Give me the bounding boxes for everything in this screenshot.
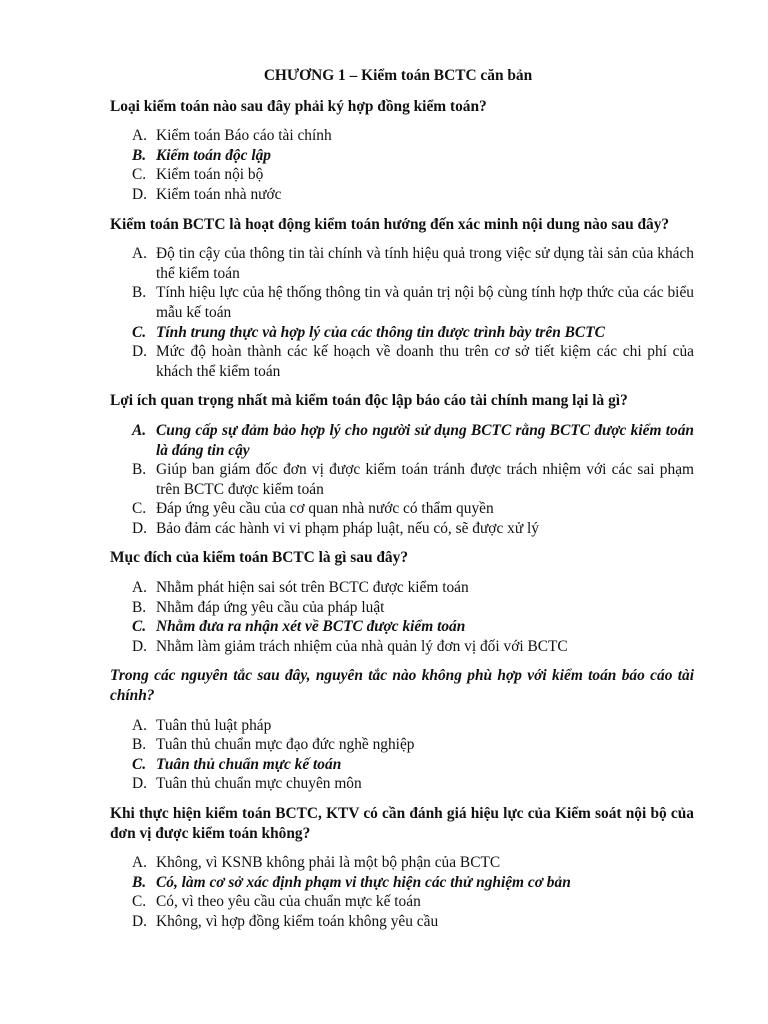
option-text: Mức độ hoàn thành các kế hoạch về doanh thu trên cơ sở tiết kiệm các chi phí của khách thể kiểm toán (156, 343, 694, 380)
option-letter: D. (132, 775, 147, 793)
answer-option (110, 244, 694, 283)
option-text: Kiểm toán nhà nước (156, 185, 282, 203)
option-text: Đáp ứng yêu cầu của cơ quan nhà nước có thẩm quyền (156, 500, 494, 518)
option-letter: C. (132, 323, 147, 341)
option-letter: A. (132, 245, 147, 263)
answer-option (110, 892, 694, 912)
answer-option (110, 735, 694, 755)
option-letter: B. (132, 873, 147, 891)
option-text: Nhằm làm giảm trách nhiệm của nhà quản lý đơn vị đối với BCTC (156, 637, 568, 655)
question-list (110, 97, 694, 932)
option-letter: D. (132, 637, 147, 655)
answer-option-correct (110, 755, 694, 775)
answer-option (110, 460, 694, 499)
option-letter: A. (132, 421, 147, 439)
answer-option (110, 637, 694, 657)
option-letter: B. (132, 598, 147, 616)
answer-option (110, 519, 694, 539)
answer-option (110, 774, 694, 794)
option-letter: C. (132, 755, 147, 773)
option-letter: B. (132, 461, 147, 479)
answer-options (110, 578, 694, 656)
answer-option (110, 499, 694, 519)
option-text: Giúp ban giám đốc đơn vị được kiểm toán tránh được trách nhiệm với các sai phạm trên BCTC được kiểm toán (156, 461, 694, 498)
option-text: Có, vì theo yêu cầu của chuẩn mực kế toán (156, 893, 421, 911)
answer-option (110, 283, 694, 322)
answer-option-correct (110, 421, 694, 460)
option-letter: A. (132, 127, 147, 145)
option-letter: D. (132, 912, 147, 930)
option-text: Độ tin cậy của thông tin tài chính và tính hiệu quả trong việc sử dụng tài sản của khách thể kiểm toán (156, 245, 694, 282)
option-text: Không, vì hợp đồng kiểm toán không yêu cầu (156, 912, 439, 930)
option-text: Cung cấp sự đảm bảo hợp lý cho người sử dụng BCTC rằng BCTC được kiểm toán là đáng tin cậy (156, 421, 694, 459)
option-text: Tính trung thực và hợp lý của các thông tin được trình bày trên BCTC (156, 323, 605, 341)
option-text: Không, vì KSNB không phải là một bộ phận của BCTC (156, 854, 501, 872)
answer-option (110, 185, 694, 205)
option-text: Nhằm đưa ra nhận xét về BCTC được kiểm toán (156, 618, 466, 636)
option-text: Nhằm phát hiện sai sót trên BCTC được kiểm toán (156, 579, 469, 597)
question-text: Mục đích của kiểm toán BCTC là gì sau đây? (110, 549, 409, 567)
question-text: Trong các nguyên tắc sau đây, nguyên tắc nào không phù hợp với kiểm toán báo cáo tài chính? (110, 667, 694, 705)
option-letter: B. (132, 146, 147, 164)
chapter-title: CHƯƠNG 1 – Kiểm toán BCTC căn bản (263, 67, 533, 84)
option-letter: C. (132, 500, 147, 518)
option-text: Tuân thủ luật pháp (156, 716, 272, 734)
answer-option (110, 853, 694, 873)
option-letter: D. (132, 343, 147, 361)
option-text: Kiểm toán độc lập (156, 146, 272, 164)
option-letter: C. (132, 166, 147, 184)
answer-options (110, 421, 694, 539)
answer-option (110, 598, 694, 618)
question-text: Lợi ích quan trọng nhất mà kiểm toán độc lập báo cáo tài chính mang lại là gì? (110, 392, 628, 410)
option-text: Tuân thủ chuẩn mực kế toán (156, 755, 342, 773)
answer-option (110, 912, 694, 932)
option-letter: B. (132, 284, 147, 302)
answer-option-correct (110, 617, 694, 637)
question-text: Khi thực hiện kiểm toán BCTC, KTV có cần đánh giá hiệu lực của Kiểm soát nội bộ của đơn vị được kiểm toán không? (110, 805, 694, 842)
answer-option-correct (110, 323, 694, 343)
answer-option (110, 342, 694, 381)
option-letter: C. (132, 618, 147, 636)
question-text: Loại kiểm toán nào sau đây phải ký hợp đồng kiểm toán? (110, 97, 487, 115)
answer-option (110, 126, 694, 146)
option-letter: A. (132, 579, 147, 597)
option-text: Có, làm cơ sở xác định phạm vi thực hiện các thử nghiệm cơ bản (156, 873, 571, 891)
option-letter: A. (132, 716, 147, 734)
answer-options (110, 716, 694, 794)
option-text: Bảo đảm các hành vi vi phạm pháp luật, nếu có, sẽ được xử lý (156, 519, 539, 537)
answer-options (110, 244, 694, 381)
option-text: Tuân thủ chuẩn mực đạo đức nghề nghiệp (156, 736, 415, 754)
option-letter: D. (132, 519, 147, 537)
answer-options (110, 853, 694, 931)
answer-option-correct (110, 146, 694, 166)
option-letter: B. (132, 736, 147, 754)
question-text: Kiểm toán BCTC là hoạt động kiểm toán hướng đến xác minh nội dung nào sau đây? (110, 215, 670, 233)
answer-option-correct (110, 873, 694, 893)
answer-option (110, 716, 694, 736)
option-text: Kiểm toán Báo cáo tài chính (156, 127, 332, 145)
option-letter: D. (132, 185, 147, 203)
option-text: Tính hiệu lực của hệ thống thông tin và quản trị nội bộ cùng tính hợp thức của các biểu mẫu kế toán (156, 284, 694, 321)
answer-option (110, 165, 694, 185)
answer-option (110, 578, 694, 598)
option-text: Kiểm toán nội bộ (156, 166, 264, 184)
answer-options (110, 126, 694, 204)
option-letter: C. (132, 893, 147, 911)
option-letter: A. (132, 854, 147, 872)
option-text: Nhằm đáp ứng yêu cầu của pháp luật (156, 598, 385, 616)
option-text: Tuân thủ chuẩn mực chuyên môn (156, 775, 362, 793)
